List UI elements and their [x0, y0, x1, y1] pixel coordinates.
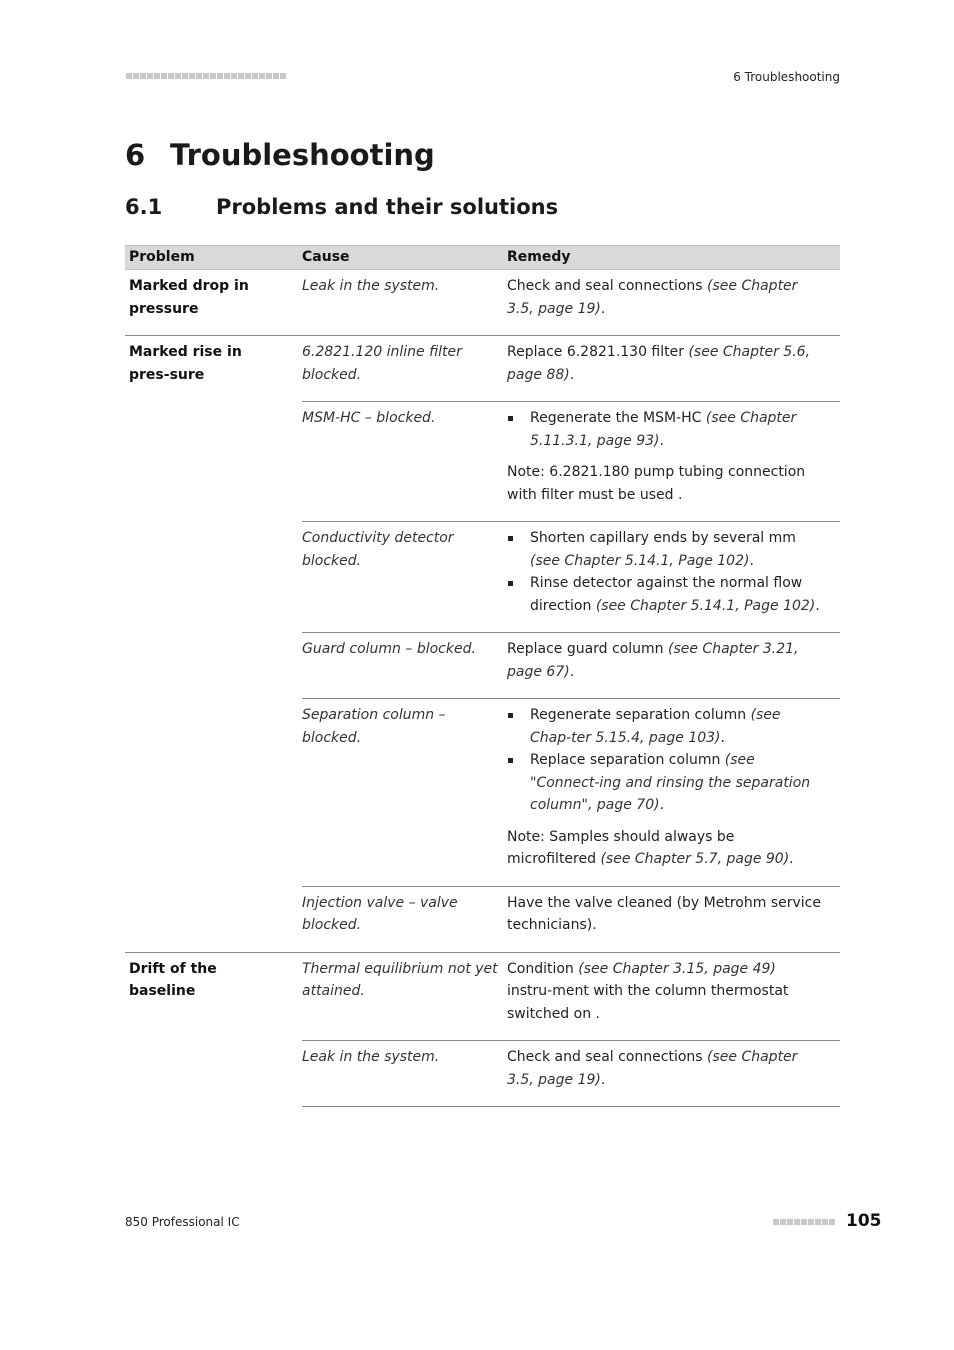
decor-square: [252, 73, 258, 79]
remedy-text: Check and seal connections: [507, 1049, 708, 1065]
table-body: [125, 270, 840, 1107]
decor-square: [780, 1219, 786, 1225]
remedy-text: Note: Samples should always be microfiltered: [507, 828, 735, 867]
decor-square: [133, 73, 139, 79]
page-number: 105: [846, 1211, 882, 1231]
remedy-text-after: .: [569, 663, 575, 680]
header-remedy: Remedy: [507, 249, 571, 266]
table-row: [302, 887, 840, 953]
table-header: [125, 245, 840, 270]
remedy-text: Have the valve cleaned (by Metrohm service technicians).: [507, 894, 821, 933]
remedy-cell: [507, 1046, 840, 1091]
decor-square: [224, 73, 230, 79]
header-decoration: [126, 73, 286, 79]
remedy-list-item: [507, 704, 822, 749]
decor-square: [280, 73, 286, 79]
remedy-paragraph: [507, 275, 822, 320]
running-header: 6 Troubleshooting: [733, 70, 840, 84]
remedy-text: Replace separation column: [530, 752, 725, 768]
remedy-text-after: .: [789, 851, 794, 867]
remedy-text: Shorten capillary ends by several mm: [530, 530, 796, 546]
decor-square: [140, 73, 146, 79]
decor-square: [787, 1219, 793, 1225]
remedy-cell: [507, 341, 840, 386]
remedy-text-after: .: [659, 432, 664, 449]
footer-decoration: [773, 1219, 835, 1225]
chapter-reference: (see Chapter 3.5, page 19): [507, 278, 798, 317]
problem-cell: [125, 270, 302, 336]
decor-square: [189, 73, 195, 79]
remedy-text-after: .: [600, 1071, 606, 1088]
decor-square: [147, 73, 153, 79]
table-row: [302, 402, 840, 522]
cause-rows: [302, 270, 840, 336]
remedy-text: Condition: [507, 960, 579, 977]
cause-cell: Thermal equilibrium not yet attained.: [302, 960, 498, 999]
decor-square: [231, 73, 237, 79]
decor-square: [822, 1219, 828, 1225]
section-title-text: Problems and their solutions: [216, 195, 559, 219]
cause-cell: Leak in the system.: [302, 278, 440, 294]
remedy-cell: [507, 892, 840, 937]
header-problem: Problem: [129, 249, 195, 266]
remedy-list-item: [507, 572, 822, 617]
decor-square: [794, 1219, 800, 1225]
chapter-reference: (see Chapter 5.14.1, Page 102): [530, 552, 750, 569]
remedy-cell: [507, 275, 840, 320]
cause-cell: Separation column – blocked.: [302, 707, 446, 746]
remedy-list: [507, 704, 822, 817]
chapter-reference: (see Chapter 5.6, page 88): [507, 344, 811, 383]
cause-rows: [302, 953, 840, 1108]
remedy-cell: [507, 958, 840, 1026]
table-row: [302, 336, 840, 402]
problem-cell: [125, 953, 302, 1108]
decor-square: [259, 73, 265, 79]
chapter-reference: (see Chapter 3.5, page 19): [507, 1049, 798, 1088]
remedy-text: Replace 6.2821.130 filter: [507, 344, 689, 360]
problem-cell: [125, 336, 302, 953]
decor-square: [126, 73, 132, 79]
decor-square: [168, 73, 174, 79]
decor-square: [161, 73, 167, 79]
remedy-text-after: .: [600, 300, 606, 317]
cause-cell: Injection valve – valve blocked.: [302, 894, 458, 933]
remedy-list-item: [507, 407, 822, 452]
decor-square: [266, 73, 272, 79]
problem-group: [125, 953, 840, 1108]
chapter-reference: (see Chap-ter 5.15.4, page 103): [530, 707, 781, 746]
remedy-text-after: .: [569, 366, 575, 383]
decor-square: [815, 1219, 821, 1225]
remedy-cell: [507, 638, 840, 683]
chapter-title-text: Troubleshooting: [170, 138, 435, 172]
section-number: 6.1: [125, 195, 163, 219]
remedy-text-after: .: [659, 797, 665, 813]
remedy-cell: [507, 704, 840, 871]
remedy-text: Replace guard column: [507, 641, 668, 657]
cause-cell: Conductivity detector blocked.: [302, 530, 454, 569]
chapter-reference: (see Chapter 5.14.1, Page 102): [595, 597, 816, 614]
cause-cell: Guard column – blocked.: [302, 641, 476, 657]
header-cause: Cause: [302, 249, 350, 266]
remedy-list: [507, 527, 822, 617]
footer-product: 850 Professional IC: [125, 1215, 240, 1229]
remedy-cell: [507, 407, 840, 506]
decor-square: [203, 73, 209, 79]
remedy-paragraph: [507, 461, 822, 506]
remedy-cell: [507, 527, 840, 617]
remedy-paragraph: [507, 1046, 822, 1091]
chapter-title: [125, 138, 435, 172]
problem-label: Marked drop in pressure: [129, 278, 249, 317]
remedy-paragraph: [507, 958, 822, 1026]
remedy-text-after: .: [815, 597, 820, 614]
problem-label: Marked rise in pres-sure: [129, 344, 242, 383]
cause-rows: [302, 336, 840, 953]
remedy-text-after: .: [749, 552, 754, 569]
remedy-text: Note: 6.2821.180 pump tubing connection with filter must be used .: [507, 464, 806, 503]
chapter-reference: (see Chapter 3.21, page 67): [507, 641, 799, 680]
troubleshooting-table: [125, 245, 840, 1107]
decor-square: [245, 73, 251, 79]
remedy-paragraph: [507, 638, 822, 683]
remedy-text-after: instru-ment with the column thermostat switched on .: [507, 983, 789, 1022]
table-row: [302, 633, 840, 699]
decor-square: [808, 1219, 814, 1225]
remedy-text: Check and seal connections: [507, 278, 708, 294]
chapter-reference: (see "Connect-ing and rinsing the separation column", page 70): [530, 752, 811, 813]
remedy-list-item: [507, 527, 822, 572]
problem-group: [125, 270, 840, 336]
problem-label: Drift of the baseline: [129, 960, 217, 999]
decor-square: [273, 73, 279, 79]
table-row: [302, 953, 840, 1042]
decor-square: [175, 73, 181, 79]
table-row: [302, 699, 840, 887]
remedy-list: [507, 407, 822, 452]
cause-cell: 6.2821.120 inline filter blocked.: [302, 344, 462, 383]
table-row: [302, 1041, 840, 1107]
decor-square: [773, 1219, 779, 1225]
section-title: [125, 195, 558, 219]
decor-square: [210, 73, 216, 79]
decor-square: [829, 1219, 835, 1225]
remedy-paragraph: [507, 892, 822, 937]
remedy-text: Regenerate the MSM-HC: [530, 410, 706, 426]
cause-cell: MSM-HC – blocked.: [302, 410, 436, 426]
remedy-text: Regenerate separation column: [530, 707, 751, 723]
chapter-reference: (see Chapter 3.15, page 49): [578, 960, 776, 977]
remedy-text-after: .: [720, 729, 725, 746]
table-row: [302, 522, 840, 633]
remedy-paragraph: [507, 826, 822, 871]
decor-square: [238, 73, 244, 79]
remedy-text: Rinse detector against the normal flow direction: [530, 575, 803, 614]
decor-square: [182, 73, 188, 79]
decor-square: [801, 1219, 807, 1225]
problem-group: [125, 336, 840, 953]
decor-square: [154, 73, 160, 79]
remedy-list-item: [507, 749, 822, 817]
chapter-number: 6: [125, 138, 146, 172]
decor-square: [217, 73, 223, 79]
chapter-reference: (see Chapter 5.11.3.1, page 93): [530, 410, 797, 449]
table-row: [302, 270, 840, 336]
decor-square: [196, 73, 202, 79]
remedy-paragraph: [507, 341, 822, 386]
cause-cell: Leak in the system.: [302, 1049, 440, 1065]
chapter-reference: (see Chapter 5.7, page 90): [600, 851, 790, 867]
